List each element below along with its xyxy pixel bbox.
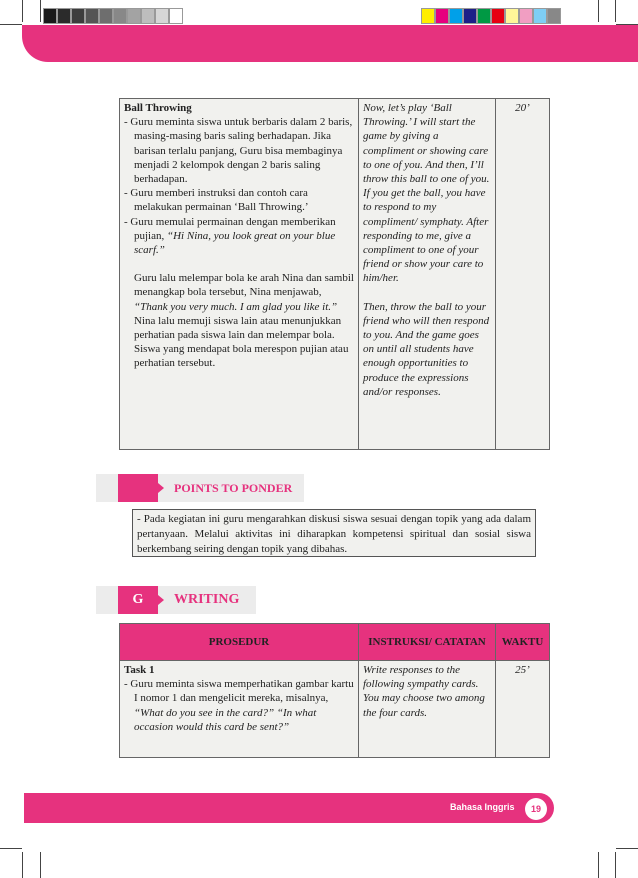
crop-mark	[40, 852, 41, 878]
crop-mark	[0, 24, 22, 25]
color-swatch	[421, 8, 435, 24]
section-badge	[118, 474, 158, 502]
instruction-cell: Write responses to the following sympathy cards. You may choose two among the four cards.	[359, 661, 496, 758]
gray-color-bar	[43, 8, 183, 24]
procedure-quote: “Thank you very much. I am glad you like it.”	[134, 300, 338, 313]
procedure-paragraph-text: Guru lalu melempar bola ke arah Nina dan sambil menangkap bola tersebut, Nina menjawab,	[134, 272, 354, 299]
time-cell: 20’	[496, 99, 550, 450]
instruction-cell	[359, 99, 496, 450]
instruction-paragraph: Now, let’s play ‘Ball Throwing.’ I will start the game by giving a compliment or showing care to one of you. And then, I’ll throw this ball to one of you. If you get the ball, you have to respond to my compliment/ symphaty. After responding to me, give a compliment to one of your friend or show your care to him/her.	[363, 102, 490, 285]
procedure-paragraph-text: Nina lalu memuji siswa lain atau menunjukkan perhatian pada siswa lain dan melempar bola. Siswa yang mendapat bola merespon pujian atau perhatian tersebut.	[134, 314, 349, 370]
color-swatch	[169, 8, 183, 24]
task-title: Task 1	[124, 664, 155, 676]
color-swatch	[141, 8, 155, 24]
color-swatch	[477, 8, 491, 24]
procedure-paragraph	[124, 271, 354, 370]
crop-mark	[598, 852, 599, 878]
activity-table	[119, 98, 550, 450]
color-swatch	[113, 8, 127, 24]
writing-heading	[96, 586, 256, 614]
section-title: WRITING	[174, 592, 240, 607]
header-waktu: WAKTU	[496, 624, 550, 661]
header-instruksi: INSTRUKSI/ CATATAN	[359, 624, 496, 661]
crop-mark	[22, 0, 23, 22]
book-title: Bahasa Inggris	[450, 802, 515, 812]
procedure-item-text: - Guru memulai permainan dengan memberikan pujian,	[124, 215, 336, 242]
procedure-quote: “What do you see in the card?” “In what occasion would this card be sent?”	[134, 706, 317, 733]
process-color-bar	[421, 8, 561, 24]
crop-mark	[0, 848, 22, 849]
color-swatch	[533, 8, 547, 24]
section-letter-badge: G	[118, 586, 158, 614]
color-swatch	[449, 8, 463, 24]
instruction-paragraph: Then, throw the ball to your friend who will then respond to you. And the game goes on until all students have enough opportunities to produce the expressions and/or responses.	[363, 300, 490, 398]
color-swatch	[127, 8, 141, 24]
color-swatch	[71, 8, 85, 24]
procedure-item	[124, 677, 354, 734]
activity-title: Ball Throwing	[124, 102, 192, 114]
time-cell: 25’	[496, 661, 550, 758]
points-to-ponder-heading	[96, 474, 304, 502]
color-swatch	[519, 8, 533, 24]
color-swatch	[43, 8, 57, 24]
crop-mark	[22, 852, 23, 878]
color-swatch	[463, 8, 477, 24]
page-number: 19	[525, 798, 547, 820]
section-title: POINTS TO PONDER	[174, 480, 293, 495]
color-swatch	[155, 8, 169, 24]
procedure-item-text: - Guru meminta siswa memperhatikan gambar kartu I nomor 1 dan mengelicit mereka, misalnya,	[124, 678, 354, 705]
header-band	[22, 25, 638, 62]
writing-table	[119, 623, 550, 758]
color-swatch	[435, 8, 449, 24]
color-swatch	[99, 8, 113, 24]
color-swatch	[505, 8, 519, 24]
procedure-item: - Guru meminta siswa untuk berbaris dalam 2 baris, masing-masing baris saling berhadapan. Jika barisan terlalu panjang, Guru bisa membaginya menjadi 2 kelompok dengan 2 baris saling berhadapan.	[124, 116, 353, 186]
color-swatch	[57, 8, 71, 24]
procedure-item	[124, 215, 354, 258]
procedure-quote: “Hi Nina, you look great on your blue scarf.”	[134, 229, 336, 257]
crop-mark	[598, 0, 599, 22]
points-to-ponder-box: - Pada kegiatan ini guru mengarahkan diskusi siswa sesuai dengan topik yang ada dalam pertanyaan. Melalui aktivitas ini diharapkan kompetensi spiritual dan sosial siswa berkembang seiring dengan topik yang dibahas.	[132, 509, 536, 557]
color-swatch	[85, 8, 99, 24]
color-swatch	[547, 8, 561, 24]
header-prosedur: PROSEDUR	[120, 624, 359, 661]
procedure-cell	[120, 661, 359, 758]
procedure-cell	[120, 99, 359, 450]
procedure-item: - Guru memberi instruksi dan contoh cara melakukan permainan ‘Ball Throwing.’	[124, 187, 309, 214]
crop-mark	[615, 0, 616, 22]
crop-mark	[615, 852, 616, 878]
crop-mark	[40, 0, 41, 22]
crop-mark	[616, 848, 638, 849]
color-swatch	[491, 8, 505, 24]
